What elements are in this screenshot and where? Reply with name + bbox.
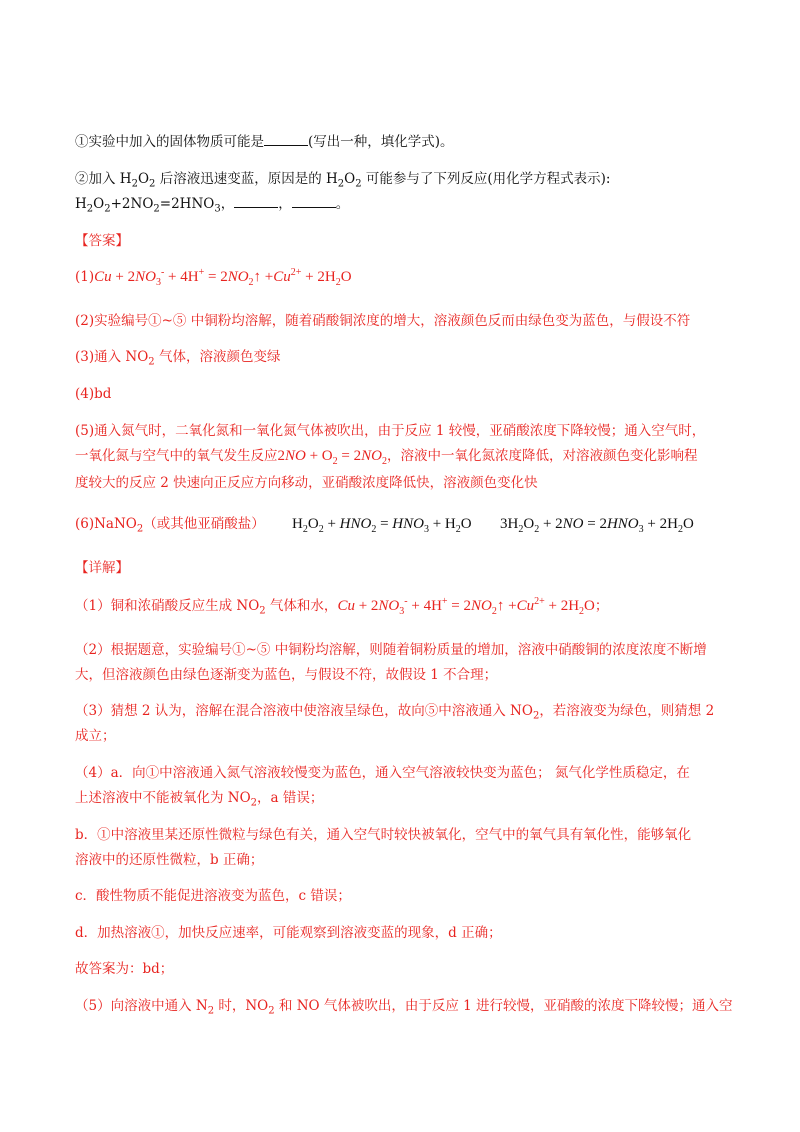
answer-header: 【答案】 (75, 233, 129, 249)
detail-2-line-2: 大，但溶液颜色由绿色逐渐变为蓝色，与假设不符，故假设 1 不合理； (75, 667, 498, 683)
equation-cu-hno3-detail: $Cu + 2NO_3^- + 4H^+$ = $2NO_2↑ +Cu^{2+} + 2H_2O$ (337, 596, 595, 617)
detail-4a-line-2: 上述溶液中不能被氧化为 $NO_2$，a 错误； (75, 790, 324, 809)
detail-4-answer: 故答案为：bd； (75, 961, 174, 977)
question-text: (写出一种，填化学式)。 (308, 134, 454, 150)
question-text: ①实验中加入的固体物质可能是 (75, 134, 264, 150)
detail-4b-line-1: b．①中溶液里某还原性微粒与绿色有关，通入空气时较快被氧化，空气中的氧气具有氧化性，能够氧化 (75, 827, 692, 843)
answer-2: (2)实验编号①~⑤ 中铜粉均溶解，随着硝酸铜浓度的增大，溶液颜色反而由绿色变为蓝色，与假设不符 (75, 313, 691, 329)
question-line-2: ②加入 $H_2O_2$ 后溶液迅速变蓝，原因是的 $H_2O_2$ 可能参与了下列反应(用化学方程式表示): (75, 171, 611, 190)
detail-3-line-2: 成立； (75, 728, 116, 744)
answer-3: (3)通入 $NO_2$ 气体，溶液颜色变绿 (75, 349, 281, 368)
detail-2-line-1: （2）根据题意，实验编号①~⑤ 中铜粉均溶解，则随着铜粉质量的增加，溶液中硝酸铜的浓度浓度不断增 (75, 642, 707, 658)
detail-3-line-1: （3）猜想 2 认为，溶解在混合溶液中使溶液呈绿色，故向⑤中溶液通入 $NO_2$，若溶液变为绿色，则猜想 2 (75, 703, 715, 722)
question-line-1 (75, 131, 735, 153)
equation-h2o2-no: $3H_2O_2 + 2NO = 2HNO_3 + 2H_2O$ (500, 516, 694, 535)
detail-4c: c．酸性物质不能促进溶液变为蓝色，c 错误； (75, 888, 351, 904)
detail-4b-line-2: 溶液中的还原性微粒，b 正确； (75, 852, 264, 868)
answer-blank (264, 131, 308, 146)
equation-no-o2: $2NO + O_2 = 2NO_2$ (277, 448, 387, 467)
detail-header: 【详解】 (75, 560, 129, 576)
equation-h2o2-hno2: $H_2O_2 + HNO_2 = HNO_3 + H_2O$ (292, 516, 472, 535)
detail-1: （1）铜和浓硝酸反应生成 $NO_2$ 气体和水，$Cu + 2NO_3^- + 4H^+$ = $2NO_2↑ +Cu^{2+} + 2H_2O$； (75, 596, 609, 617)
answer-blank (234, 193, 278, 208)
detail-4d: d．加热溶液①，加快反应速率，可能观察到溶液变蓝的现象，d 正确； (75, 925, 502, 941)
answer-1: $(1)Cu + 2NO_3^- + 4H^+$ = $2NO_2↑ +Cu^{2+} + 2H_2O$ (75, 267, 352, 288)
answer-5-line-3: 度较大的反应 2 快速向正反应方向移动，亚硝酸浓度降低快，溶液颜色变化快 (75, 475, 538, 491)
answer-6: (6)NaNO$_2$（或其他亚硝酸盐） (75, 516, 265, 535)
equation-cu-hno3: $Cu + 2NO_3^- + 4H^+$ = $2NO_2↑ +Cu^{2+} + 2H_2O$ (94, 267, 352, 288)
answer-5-line-1: (5)通入氮气时，二氧化氮和一氧化氮气体被吹出，由于反应 1 较慢，亚硝酸浓度下降较慢；通入空气时， (75, 423, 706, 439)
answer-4: (4)bd (75, 386, 112, 402)
answer-blank (292, 193, 336, 208)
detail-5-line-1: （5）向溶液中通入 $N_2$ 时，$NO_2$ 和 NO 气体被吹出，由于反应 1 进行较慢，亚硝酸的浓度下降较慢；通入空 (75, 998, 733, 1017)
question-line-3: $H_2O_2+2NO_2=2HNO_3$， ， 。 (75, 193, 735, 215)
answer-5-line-2: 一氧化氮与空气中的氧气发生反应$2NO + O_2 = 2NO_2$，溶液中一氧化氮浓度降低，对溶液颜色变化影响程 (75, 448, 698, 467)
detail-4a-line-1: （4）a．向①中溶液通入氮气溶液较慢变为蓝色，通入空气溶液较快变为蓝色； 氮气化学性质稳定，在 (75, 765, 690, 781)
